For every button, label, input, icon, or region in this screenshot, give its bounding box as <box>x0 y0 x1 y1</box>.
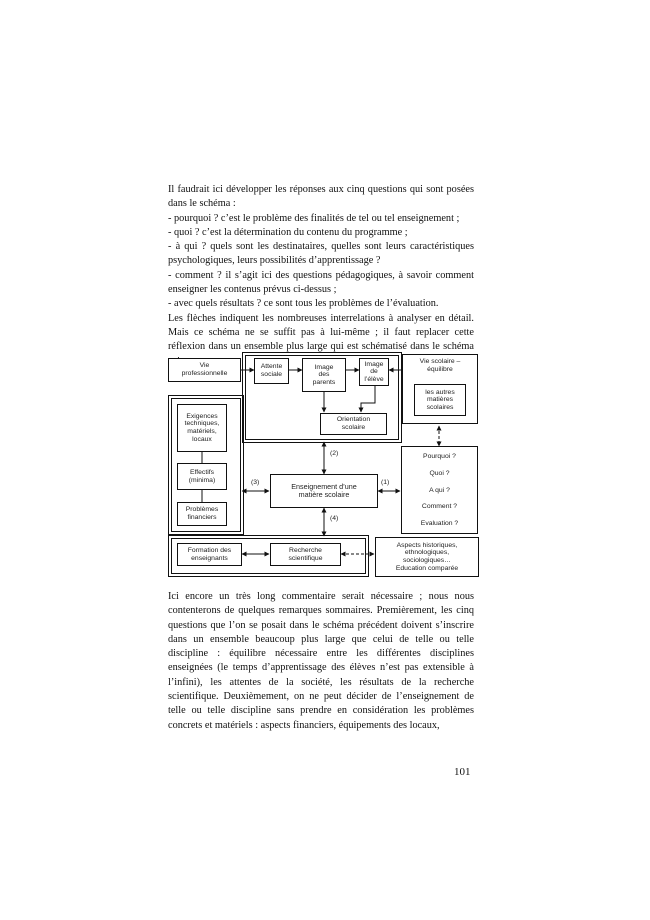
commentary-text <box>168 590 474 733</box>
image-eleve-box: Image de l’élève <box>359 358 389 386</box>
list-item: - avec quels résultats ? ce sont tous les problèmes de l’évaluation. <box>168 298 439 310</box>
arrow-label: (4) <box>330 515 339 522</box>
paragraph: Il faudrait ici développer les réponses aux cinq questions qui sont posées dans le schéma : <box>168 184 474 210</box>
question-item: Pourquoi ? <box>423 453 456 460</box>
image-parents-box: Image des parents <box>302 358 346 392</box>
intro-text <box>168 183 474 369</box>
autres-matieres-box: les autres matières scolaires <box>414 384 466 416</box>
page-number: 101 <box>454 766 471 778</box>
list-item: - comment ? il s’agit ici des questions pédagogiques, à savoir comment enseigner les contenus prévus ci-dessus ; <box>168 269 474 296</box>
enseignement-box: Enseignement d’une matière scolaire <box>270 474 378 508</box>
question-item: Evaluation ? <box>420 520 459 527</box>
question-item: Quoi ? <box>429 469 450 477</box>
list-item: - à qui ? quels sont les destinataires, quelles sont leurs caractéristiques psychologiques, leurs possibilités d’apprentissage ? <box>168 241 474 267</box>
vie-scolaire-label: Vie scolaire – équilibre <box>419 358 461 373</box>
vie-professionnelle-box: Vie professionnelle <box>168 358 241 382</box>
exigences-box: Exigences techniques, matériels, locaux <box>177 404 227 452</box>
paragraph: Ici encore un très long commentaire serait nécessaire ; nous nous contenterons de quelques remarques sommaires. Premièrement, les cinq questions que l’on se posait dans le schéma précédent doivent s’inscrire dans un ensemble beaucoup plus large que celui de telle ou telle discipline : équilibre nécessaire entre les différentes disciplines enseignées (le temps d’apprentissage des élèves n’est pas extensible à l’infini), les attentes de la société, les résultats de la recherche scientifique. Deuxièmement, on ne peut décider de l’enseignement de telle ou telle discipline sans prendre en considération les problèmes concrets et matériels : aspects financiers, équipements des locaux, <box>168 591 474 731</box>
formation-enseignants-box: Formation des enseignants <box>177 543 242 566</box>
effectifs-box: Effectifs (minima) <box>177 463 227 490</box>
arrow-label: (1) <box>381 479 390 486</box>
list-item: - pourquoi ? c’est le problème des finalités de tel ou tel enseignement ; <box>168 212 460 224</box>
paragraph: Les flèches indiquent les nombreuses interrelations à analyser en détail. Mais ce schéma ne se suffit pas à lui-même ; il faut replacer cette réflexion dans un ensemble plus large qui est schématisé dans le schéma <box>168 312 474 353</box>
list-item: - quoi ? c’est la détermination du contenu du programme ; <box>168 226 408 238</box>
question-item: Comment ? <box>421 503 458 511</box>
orientation-scolaire-box: Orientation scolaire <box>320 413 387 435</box>
attente-sociale-box: Attente sociale <box>254 358 289 384</box>
recherche-scientifique-box: Recherche scientifique <box>270 543 341 566</box>
questions-list <box>401 453 478 527</box>
aspects-box: Aspects historiques, ethnologiques, sociologiques… Education comparée <box>375 537 479 577</box>
arrow-label: (3) <box>251 479 260 486</box>
question-item: A qui ? <box>429 486 450 494</box>
schema-diagram <box>163 350 480 582</box>
arrow-label: (2) <box>330 450 339 457</box>
problemes-financiers-box: Problèmes financiers <box>177 502 227 526</box>
